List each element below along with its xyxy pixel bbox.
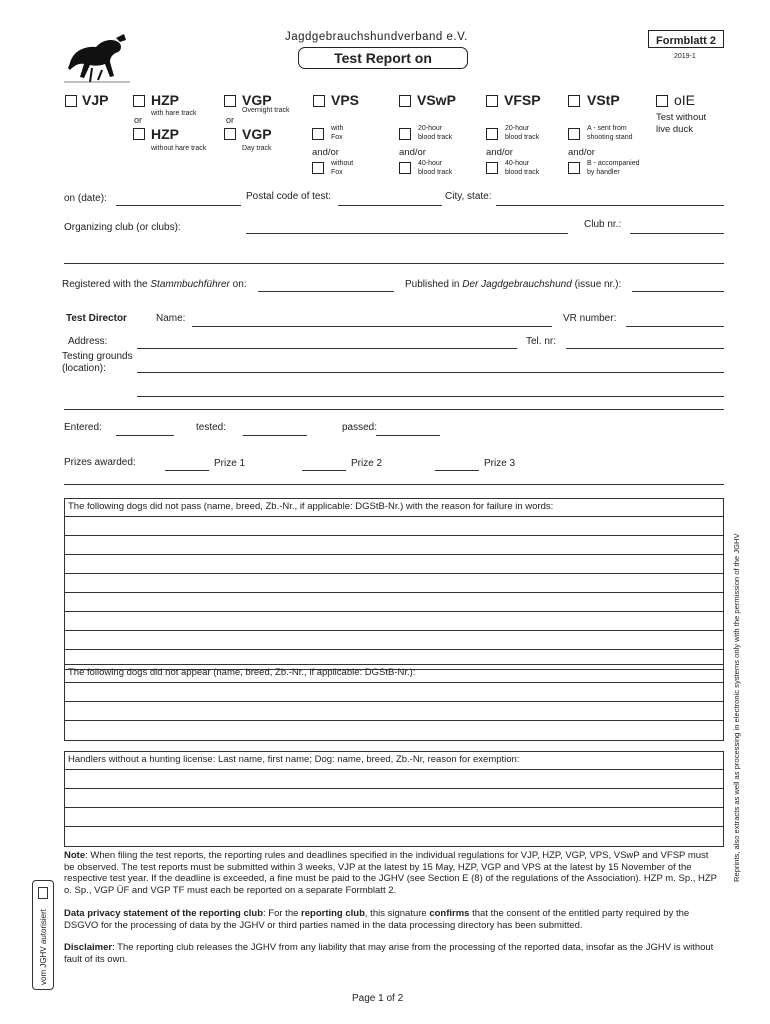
- label-hzp-without: HZP: [151, 126, 179, 142]
- input-city-state[interactable]: [496, 205, 724, 206]
- label-club-nr: Club nr.:: [584, 219, 622, 230]
- label-test-director: Test Director: [66, 313, 127, 324]
- privacy-text2: , this signature: [364, 908, 430, 919]
- label-vr-number: VR number:: [563, 313, 617, 324]
- registered-end: on:: [229, 279, 247, 290]
- input-address[interactable]: [137, 348, 517, 349]
- table-row[interactable]: [65, 593, 723, 612]
- label-prize3: Prize 3: [484, 458, 516, 469]
- label-vstp-b-1: B - accompanied: [587, 160, 640, 167]
- table-not-appear-header: The following dogs did not appear (name, breed, Zb.-Nr., if applicable: DGStB-Nr.):: [65, 665, 723, 683]
- privacy-text1: : For the: [263, 908, 302, 919]
- table-not-pass-header: The following dogs did not pass (name, breed, Zb.-Nr., if applicable: DGStB-Nr.) with the reason for failure in words:: [65, 499, 723, 517]
- label-vgp-overnight: VGP: [242, 92, 272, 108]
- label-prize1: Prize 1: [214, 458, 246, 469]
- page-number: Page 1 of 2: [352, 993, 404, 1004]
- table-row[interactable]: [65, 808, 723, 827]
- checkbox-vps[interactable]: [313, 95, 325, 107]
- table-row[interactable]: [65, 612, 723, 631]
- checkbox-vfsp-40h[interactable]: [486, 162, 498, 174]
- table-row[interactable]: [65, 517, 723, 536]
- input-organizing-club-line2[interactable]: [64, 263, 724, 264]
- privacy-text3: that the consent of the entitled party required by the DSGVO for the processing of data by the JGHV or third parties named in the data processing directory has been submitted.: [64, 908, 690, 931]
- label-hzp-with-desc: with hare track: [151, 110, 197, 117]
- label-vps-without-1: without: [331, 160, 354, 167]
- table-row[interactable]: [65, 789, 723, 808]
- checkbox-vjp[interactable]: [65, 95, 77, 107]
- authorized-stamp: [32, 880, 54, 990]
- privacy-label: Data privacy statement of the reporting club: [64, 908, 264, 919]
- title-box: [298, 47, 468, 69]
- privacy-paragraph: [64, 908, 719, 931]
- page-title: Test Report on: [334, 50, 432, 66]
- label-name: Name:: [156, 313, 186, 324]
- checkbox-vfsp-20h[interactable]: [486, 128, 498, 140]
- checkbox-hzp-without[interactable]: [133, 128, 145, 140]
- label-vswp-20-2: blood track: [418, 134, 453, 141]
- label-hzp-with: HZP: [151, 92, 179, 108]
- input-testing-grounds[interactable]: [137, 372, 724, 373]
- label-vps: VPS: [331, 92, 360, 108]
- input-organizing-club[interactable]: [246, 233, 568, 234]
- form-name-box: [648, 30, 724, 48]
- input-vr-number[interactable]: [626, 326, 724, 327]
- published-end: (issue nr.):: [571, 279, 622, 290]
- input-prize2[interactable]: [302, 470, 346, 471]
- label-on-date: on (date):: [64, 193, 107, 204]
- checkbox-hzp-with[interactable]: [133, 95, 145, 107]
- table-handlers: [64, 751, 724, 847]
- label-tested: tested:: [196, 422, 227, 433]
- checkbox-vps-with-fox[interactable]: [312, 128, 324, 140]
- divider-prizes: [64, 484, 724, 485]
- label-vps-without-2: Fox: [331, 169, 343, 176]
- label-vfsp-40-2: blood track: [505, 169, 540, 176]
- label-vgp-overnight-desc: Overnight track: [242, 107, 290, 114]
- table-row[interactable]: [65, 770, 723, 789]
- checkbox-vgp-overnight[interactable]: [224, 95, 236, 107]
- association-name: Jagdgebrauchshundverband e.V.: [285, 31, 468, 43]
- label-oie-desc-1: Test without: [656, 112, 707, 123]
- table-row[interactable]: [65, 555, 723, 574]
- table-handlers-header: Handlers without a hunting license: Last name, first name; Dog: name, breed, Zb.-Nr, reason for exemption:: [65, 752, 723, 770]
- label-vswp-40-2: blood track: [418, 169, 453, 176]
- label-vstp-a-2: shooting stand: [587, 134, 633, 141]
- label-passed: passed:: [342, 422, 378, 433]
- label-vgp-day: VGP: [242, 126, 272, 142]
- stamp-icon: [38, 887, 48, 899]
- input-tel-nr[interactable]: [566, 348, 724, 349]
- table-row[interactable]: [65, 721, 723, 740]
- label-testing-grounds-1: Testing grounds: [62, 351, 133, 362]
- table-not-pass: [64, 498, 724, 670]
- checkbox-vstp-a[interactable]: [568, 128, 580, 140]
- disclaimer-paragraph: [64, 942, 719, 965]
- label-andor-vps: and/or: [312, 147, 339, 158]
- label-vswp-40-1: 40-hour: [418, 160, 443, 167]
- checkbox-vfsp[interactable]: [486, 95, 498, 107]
- label-vfsp-40-1: 40-hour: [505, 160, 530, 167]
- label-prize2: Prize 2: [351, 458, 383, 469]
- input-club-nr[interactable]: [630, 233, 724, 234]
- checkbox-vstp[interactable]: [568, 95, 580, 107]
- label-vfsp-20-2: blood track: [505, 134, 540, 141]
- input-issue-nr[interactable]: [632, 291, 724, 292]
- disclaimer-text: : The reporting club releases the JGHV from any liability that may arise from the processing of the reported data, insofar as the JGHV is without fault of its own.: [64, 942, 714, 965]
- published-italic: Der Jagdgebrauchshund: [462, 279, 572, 290]
- label-entered: Entered:: [64, 422, 102, 433]
- note-label: Note: [64, 850, 86, 861]
- label-city-state: City, state:: [445, 191, 492, 202]
- checkbox-vswp-40h[interactable]: [399, 162, 411, 174]
- checkbox-vgp-day[interactable]: [224, 128, 236, 140]
- label-or-2: or: [226, 115, 235, 125]
- authorized-text: vom JGHV autorisiert: [39, 908, 48, 985]
- jghv-logo: [62, 30, 132, 85]
- label-published: [405, 279, 621, 290]
- label-andor-vstp: and/or: [568, 147, 595, 158]
- label-address: Address:: [68, 336, 108, 347]
- form-name: Formblatt 2: [656, 35, 716, 47]
- privacy-bold3: confirms: [429, 908, 470, 919]
- label-vstp-b-2: by handler: [587, 169, 620, 176]
- label-testing-grounds-2: (location):: [62, 363, 106, 374]
- input-testing-grounds-line2[interactable]: [137, 396, 724, 397]
- label-vgp-day-desc: Day track: [242, 145, 272, 152]
- label-oie-desc-2: live duck: [656, 124, 693, 135]
- privacy-bold2: reporting club: [301, 908, 365, 919]
- label-andor-vswp: and/or: [399, 147, 426, 158]
- disclaimer-label: Disclaimer: [64, 942, 113, 953]
- table-not-appear: [64, 664, 724, 741]
- table-row[interactable]: [65, 536, 723, 555]
- checkbox-vstp-b[interactable]: [568, 162, 580, 174]
- label-vstp-a-1: A - sent from: [587, 125, 627, 132]
- label-vjp: VJP: [82, 92, 109, 108]
- input-prize3[interactable]: [435, 470, 479, 471]
- checkbox-vswp-20h[interactable]: [399, 128, 411, 140]
- label-vswp: VSwP: [417, 92, 456, 108]
- note-paragraph: [64, 850, 719, 896]
- input-on-date[interactable]: [116, 205, 241, 206]
- published-text: Published in: [405, 279, 463, 290]
- label-vstp: VStP: [587, 92, 620, 108]
- input-entered[interactable]: [116, 435, 174, 436]
- input-registered-date[interactable]: [258, 291, 394, 292]
- registered-italic: Stammbuchführer: [150, 279, 230, 290]
- input-passed[interactable]: [376, 435, 440, 436]
- label-tel-nr: Tel. nr:: [526, 336, 557, 347]
- label-vps-with-1: with: [331, 125, 344, 132]
- label-registered: [62, 279, 247, 290]
- input-postal-code[interactable]: [338, 205, 442, 206]
- table-row[interactable]: [65, 574, 723, 593]
- label-vfsp-20-1: 20-hour: [505, 125, 530, 132]
- label-hzp-without-desc: without hare track: [151, 145, 207, 152]
- input-prize1[interactable]: [165, 470, 209, 471]
- label-vswp-20-1: 20-hour: [418, 125, 443, 132]
- checkbox-vps-without-fox[interactable]: [312, 162, 324, 174]
- label-organizing-club: Organizing club (or clubs):: [64, 222, 181, 233]
- table-row[interactable]: [65, 631, 723, 650]
- label-postal-code: Postal code of test:: [246, 191, 332, 202]
- label-andor-vfsp: and/or: [486, 147, 513, 158]
- label-prizes-awarded: Prizes awarded:: [64, 457, 136, 468]
- form-year: 2019-1: [674, 53, 696, 60]
- label-vfsp: VFSP: [504, 92, 541, 108]
- input-testing-grounds-line3[interactable]: [64, 409, 724, 410]
- registered-text: Registered with the: [62, 279, 151, 290]
- label-or-1: or: [134, 115, 143, 125]
- note-text: : When filing the test reports, the reporting rules and deadlines specified in the individual regulations for VJP, HZP, VGP, VPS, VSwP and VFSP must be observed. The test reports must be submitted within 3 weeks, VJP at the latest by 15 May, HZP, VGP and VPS at the latest by 15 November of the respective test year. If the deadline is exceeded, a fine must be paid to the JGHV (see Section E (8) of the regulations of the Association). HZP m. Sp., HZP o. Sp., VGP ÜF and VGP TF must each be reported on a separate Formblatt 2.: [64, 850, 717, 896]
- label-vps-with-2: Fox: [331, 134, 343, 141]
- checkbox-vswp[interactable]: [399, 95, 411, 107]
- input-tested[interactable]: [243, 435, 307, 436]
- table-row[interactable]: [65, 827, 723, 846]
- table-row[interactable]: [65, 683, 723, 702]
- reprint-notice: Reprints, also extracts as well as processing in electronic systems only with the permission of the JGHV: [732, 533, 741, 882]
- checkbox-oie[interactable]: [656, 95, 668, 107]
- table-row[interactable]: [65, 702, 723, 721]
- label-oie: oIE: [674, 92, 696, 108]
- input-director-name[interactable]: [192, 326, 552, 327]
